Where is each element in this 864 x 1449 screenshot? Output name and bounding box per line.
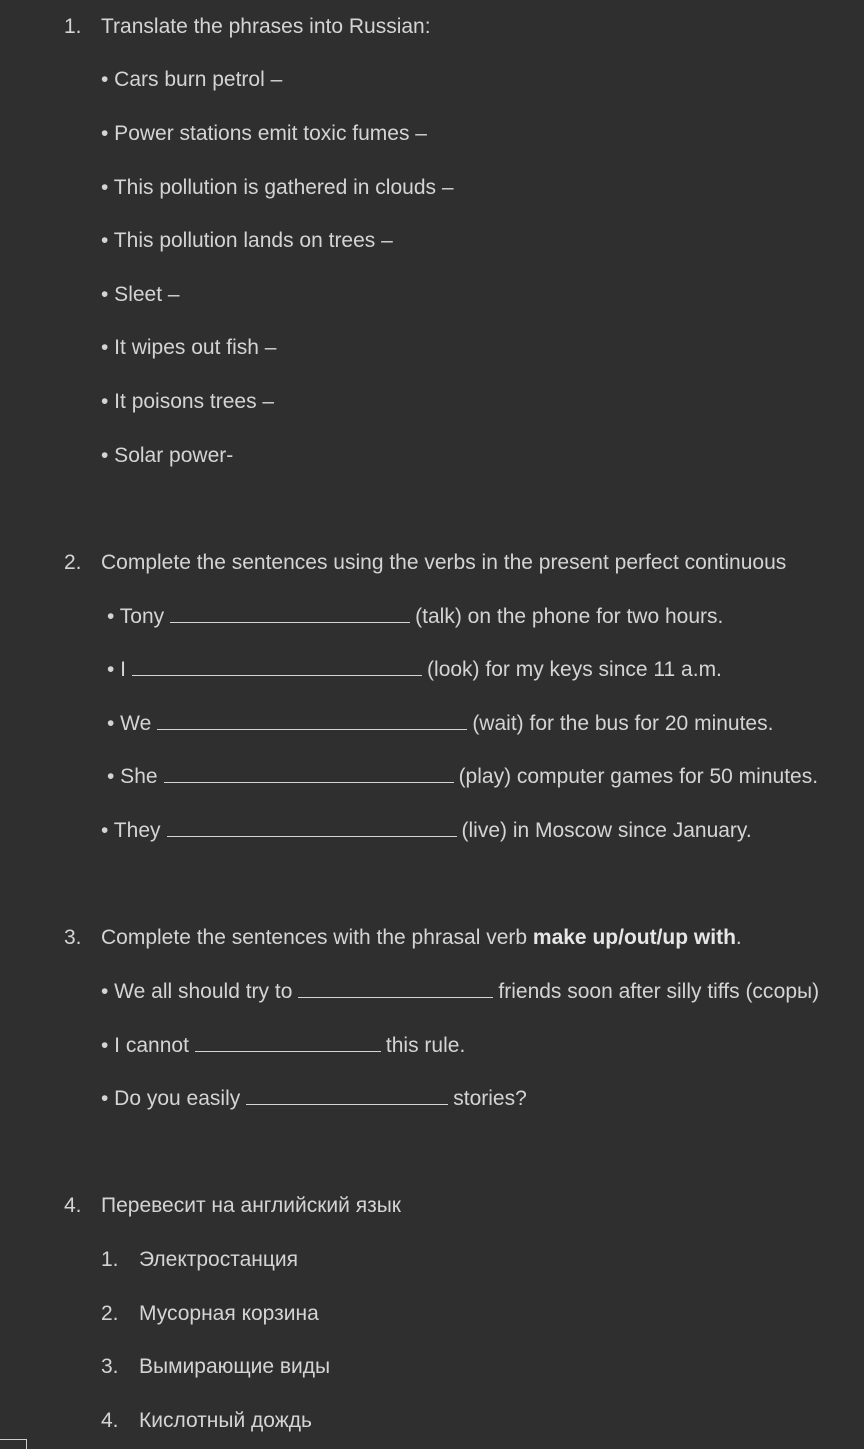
phrasal-verb: make up/out/up with: [532, 926, 736, 949]
sentence-start: • She: [107, 765, 158, 788]
section-1-heading: [64, 14, 431, 40]
section-2-title: Complete the sentences using the verbs in the present perfect continuous: [101, 551, 787, 574]
sentence-start: • I cannot: [101, 1034, 189, 1057]
sentence-start: • We all should try to: [101, 980, 293, 1003]
list-item: • Solar power-: [101, 444, 234, 467]
list-item: [107, 764, 818, 790]
sentence-end: stories?: [453, 1087, 527, 1110]
sentence-end: (play) computer games for 50 minutes.: [458, 765, 819, 788]
list-item: [101, 818, 752, 844]
section-4-heading: [64, 1193, 401, 1219]
sentence-end: this rule.: [385, 1034, 466, 1057]
answer-blank: [167, 818, 457, 837]
item-text: Электростанция: [139, 1248, 299, 1271]
answer-blank: [170, 604, 410, 623]
list-item: [101, 1408, 312, 1434]
section-2-number: 2.: [64, 551, 82, 574]
list-item: • Power stations emit toxic fumes –: [101, 122, 427, 145]
list-item: • Cars burn petrol –: [101, 68, 283, 91]
list-item: • This pollution lands on trees –: [101, 229, 393, 252]
answer-blank: [298, 979, 493, 998]
list-item: • This pollution is gathered in clouds –: [101, 176, 454, 199]
section-4-title: Перевесит на английский язык: [101, 1194, 401, 1217]
section-1-number: 1.: [64, 15, 82, 38]
list-item: [101, 1086, 527, 1112]
sentence-end: (talk) on the phone for two hours.: [415, 605, 724, 628]
list-item: [101, 979, 819, 1005]
item-number: 2.: [101, 1302, 119, 1325]
list-item: • Sleet –: [101, 283, 180, 306]
item-text: Кислотный дождь: [139, 1409, 312, 1432]
sentence-end: (wait) for the bus for 20 minutes.: [472, 712, 774, 735]
list-item: [101, 1033, 465, 1059]
item-number: 1.: [101, 1248, 119, 1271]
sentence-end: (live) in Moscow since January.: [461, 819, 752, 842]
sentence-start: • Do you easily: [101, 1087, 241, 1110]
list-item: [101, 1247, 298, 1273]
item-number: 4.: [101, 1409, 119, 1432]
sentence-end: friends soon after silly tiffs (ссоры): [498, 980, 820, 1003]
sentence-start: • Tony: [107, 605, 165, 628]
section-1-title: Translate the phrases into Russian:: [101, 15, 431, 38]
section-3-heading: [64, 925, 742, 951]
sentence-start: • I: [107, 658, 127, 681]
list-item: [101, 1354, 330, 1380]
item-text: Мусорная корзина: [139, 1302, 319, 1325]
item-number: 3.: [101, 1355, 119, 1378]
sentence-end: (look) for my keys since 11 a.m.: [427, 658, 722, 681]
sentence-start: • They: [101, 819, 161, 842]
answer-blank: [132, 657, 422, 676]
title-end: .: [735, 926, 742, 949]
section-3-title: Complete the sentences with the phrasal verb: [101, 926, 533, 949]
section-2-heading: [64, 550, 786, 576]
section-3-number: 3.: [64, 926, 82, 949]
list-item: [107, 657, 722, 683]
answer-blank: [164, 764, 454, 783]
section-4-number: 4.: [64, 1194, 82, 1217]
list-item: [107, 604, 723, 630]
answer-blank: [195, 1033, 381, 1052]
list-item: • It wipes out fish –: [101, 336, 277, 359]
list-item: [107, 711, 773, 737]
list-item: • It poisons trees –: [101, 390, 275, 413]
list-item: [101, 1301, 319, 1327]
answer-blank: [246, 1086, 448, 1105]
item-text: Вымирающие виды: [139, 1355, 331, 1378]
sentence-start: • We: [107, 712, 152, 735]
answer-blank: [157, 711, 467, 730]
